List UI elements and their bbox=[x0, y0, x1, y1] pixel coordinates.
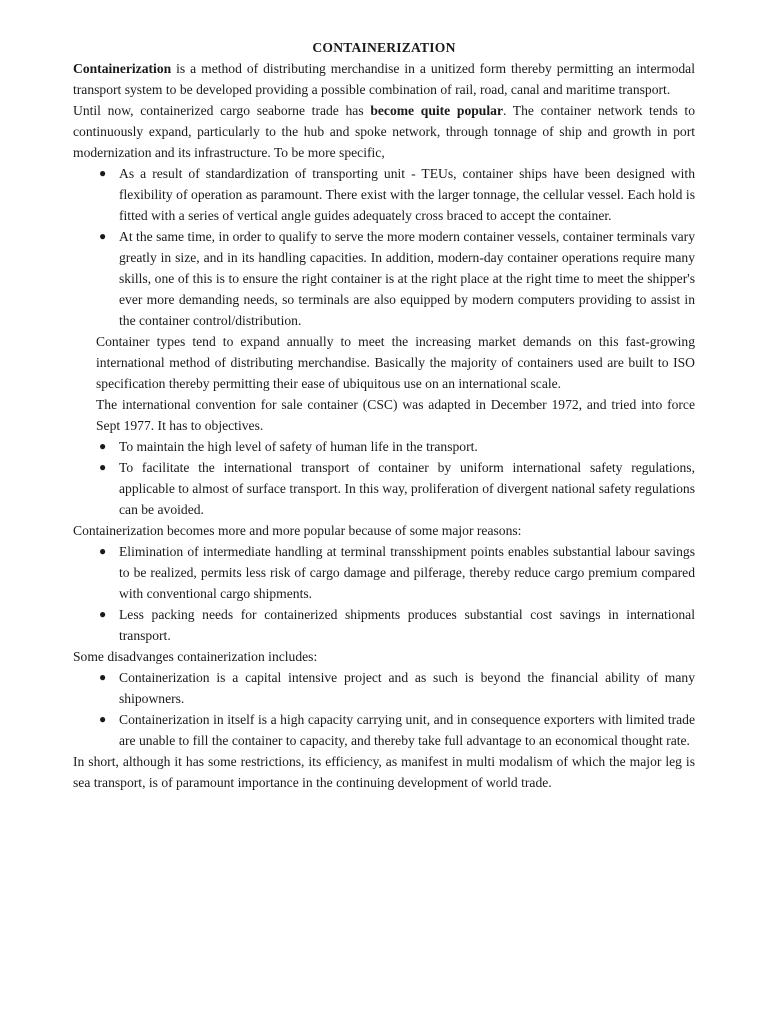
paragraph-reasons: Containerization becomes more and more popular because of some major reasons: bbox=[73, 523, 522, 538]
paragraph-intro bbox=[73, 58, 695, 100]
bullet-icon: ● bbox=[99, 229, 107, 243]
bullet-icon: ● bbox=[99, 712, 107, 726]
bullet-icon: ● bbox=[99, 166, 107, 180]
paragraph-text: . The container network tends to continuously expand, particularly to the hub and spoke network, through tonnage of ship and growth in port modernization and its infrastructure. To be more specific, bbox=[73, 103, 695, 160]
bullet-list-disadvantages bbox=[73, 667, 695, 751]
bullet-list-developments bbox=[73, 163, 695, 331]
bullet-icon: ● bbox=[99, 670, 107, 684]
document-title: CONTAINERIZATION bbox=[312, 40, 456, 55]
list-item: ● To maintain the high level of safety of human life in the transport. bbox=[96, 436, 695, 457]
bullet-icon: ● bbox=[99, 439, 107, 453]
paragraph-conclusion: In short, although it has some restrictions, its efficiency, as manifest in multi modalism of which the major leg is sea transport, is of paramount importance in the continuing development of world trade. bbox=[73, 754, 695, 790]
paragraph-text: Until now, containerized cargo seaborne trade has bbox=[73, 103, 371, 118]
paragraph-text: is a method of distributing merchandise in a unitized form thereby permitting an intermodal transport system to be developed providing a possible combination of rail, road, canal and maritime transport. bbox=[73, 61, 695, 97]
list-item: ● To facilitate the international transport of container by uniform international safety regulations, applicable to almost of surface transport. In this way, proliferation of divergent national safety regulations can be avoided. bbox=[96, 457, 695, 520]
list-item: ● As a result of standardization of transporting unit - TEUs, container ships have been designed with flexibility of operation as paramount. There exist with the larger tonnage, the cellular vessel. Each hold is fitted with a series of vertical angle guides adequately cross braced to accept the container. bbox=[96, 163, 695, 226]
list-item: ● At the same time, in order to qualify to serve the more modern container vessels, container terminals vary greatly in size, and in its handling capacities. In addition, modern-day container operations require many skills, one of this is to ensure the right container is at the right place at the right time to meet the shipper's ever more demanding needs, so terminals are also equipped by modern computers providing to assist in the container control/distribution. bbox=[96, 226, 695, 331]
bullet-list-reasons bbox=[73, 541, 695, 646]
bullet-icon: ● bbox=[99, 460, 107, 474]
list-item: ● Containerization is a capital intensive project and as such is beyond the financial ability of many shipowners. bbox=[96, 667, 695, 709]
list-item: ● Containerization in itself is a high capacity carrying unit, and in consequence exporters with limited trade are unable to fill the container to capacity, and thereby take full advantage to an economical thought rate. bbox=[96, 709, 695, 751]
bold-term: Containerization bbox=[73, 61, 172, 76]
paragraph-trade bbox=[73, 100, 695, 163]
bullet-list-objectives bbox=[73, 436, 695, 520]
paragraph-disadvantages: Some disadvanges containerization includes: bbox=[73, 649, 318, 664]
document-page bbox=[73, 37, 695, 793]
bold-phrase: become quite popular bbox=[370, 103, 503, 118]
paragraph-container-types: Container types tend to expand annually to meet the increasing market demands on this fast-growing international method of distributing merchandise. Basically the majority of containers used are built to ISO specification thereby permitting their ease of ubiquitous use on an international scale. bbox=[96, 334, 695, 391]
list-item: ● Elimination of intermediate handling at terminal transshipment points enables substantial labour savings to be realized, permits less risk of cargo damage and pilferage, thereby reduce cargo premium compared with conventional cargo shipments. bbox=[96, 541, 695, 604]
bullet-icon: ● bbox=[99, 607, 107, 621]
paragraph-csc: The international convention for sale container (CSC) was adapted in December 1972, and tried into force Sept 1977. It has to objectives. bbox=[96, 397, 695, 433]
list-item: ● Less packing needs for containerized shipments produces substantial cost savings in international transport. bbox=[96, 604, 695, 646]
bullet-icon: ● bbox=[99, 544, 107, 558]
